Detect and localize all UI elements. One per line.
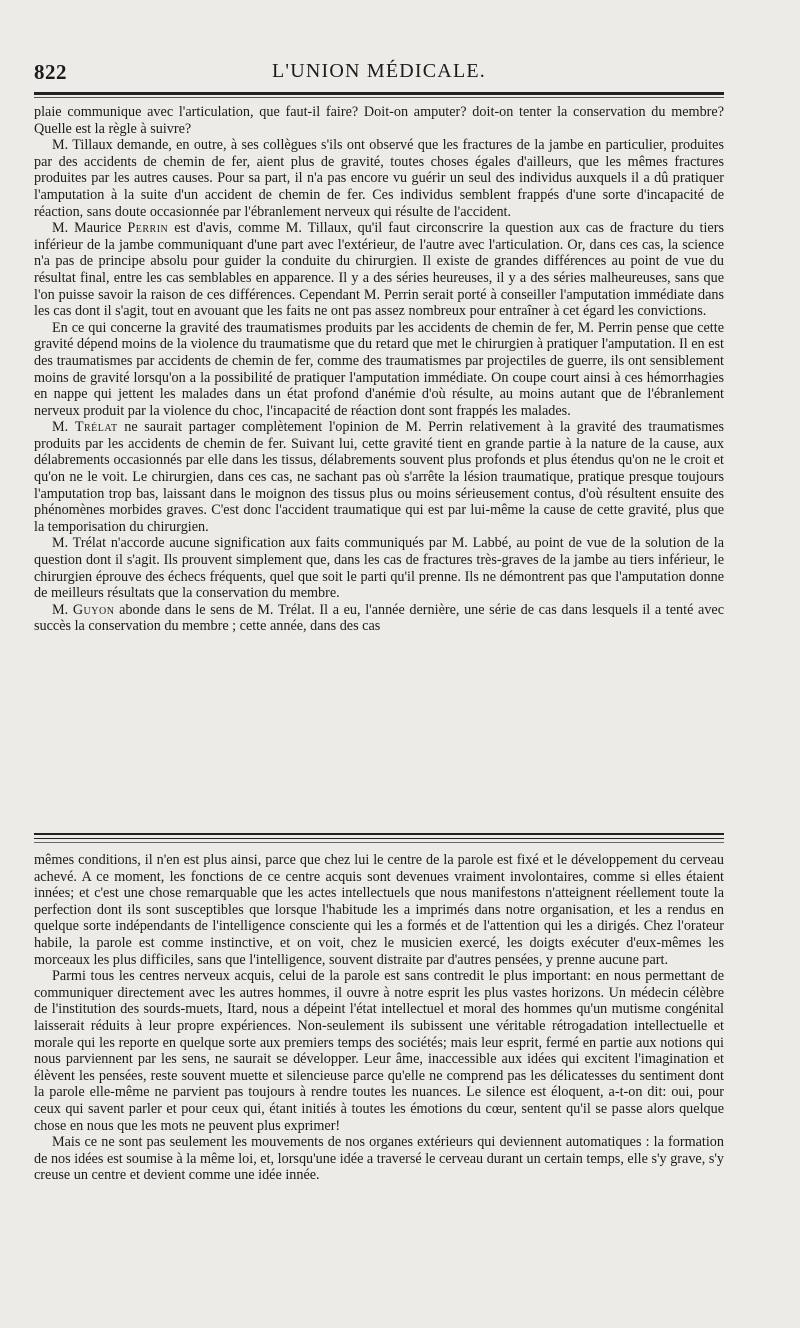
section-divider-thin [34, 838, 724, 839]
speaker-name: Trélat [74, 419, 118, 436]
paragraph: M. Trélat n'accorde aucune signification aux faits communiqués par M. Labbé, au point de vue de la solution de la question dont il s'agit. Ils prouvent simplement que, dans les cas de fractures très-graves de la jambe au tiers inférieur, le chirurgien éprouve des échecs fréquents, quel que soit le parti qu'il prenne. Ils ne démontrent pas que l'amputation donne de meilleurs résultats que la conservation du membre. [34, 535, 724, 602]
header-rule-thin [34, 97, 724, 98]
paragraph: M. Maurice Perrin est d'avis, comme M. Tillaux, qu'il faut circonscrire la question aux cas de fracture du tiers inférieur de la jambe communiquant d'une part avec l'extérieur, de l'autre avec l'articulation. Or, dans ces cas, la science n'a pas de principe absolu pour guider la conduite du chirurgien. Il existe de grandes différences au point de vue du résultat final, entre les cas semblables en apparence. Il y a des séries heureuses, il y a des séries malheureuses, sans que l'on puisse savoir la raison de ces différences. Cependant M. Perrin serait porté à conseiller l'amputation immédiate dans les cas dont il s'agit, tout en avouant que les faits ne ont pas assez nombreux pour entraîner à cet égard les convictions. [34, 220, 724, 320]
section-divider-thin [34, 842, 724, 843]
paragraph: M. Trélat ne saurait partager complètement l'opinion de M. Perrin relativement à la gravité des traumatismes produits par les accidents de chemin de fer. Suivant lui, cette gravité tient en grande partie à la nature de la cause, aux délabrements occasionnés par elle dans les tissus, délabrements souvent plus profonds et plus étendus qu'on ne le croit et qu'on ne le voit. Le chirurgien, dans ces cas, ne sachant pas où s'arrête la lésion traumatique, pratique presque toujours l'amputation trop bas, laissant dans le moignon des tissus plus ou moins sérieusement contus, d'où résultent ensuite des phénomènes morbides graves. C'est donc l'accident traumatique qui est par lui-même la cause de cette gravité, plus que la temporisation du chirurgien. [34, 419, 724, 535]
paragraph: mêmes conditions, il n'en est plus ainsi, parce que chez lui le centre de la parole est fixé et le développement du cerveau achevé. A ce moment, les fonctions de ce centre acquis sont devenues vraiment involontaires, comme si elles étaient innées; et c'est une chose remarquable que les actes intellectuels que nous manifestons n'atteignent réellement toute la perfection dont ils sont susceptibles que lorsque l'habitude les a imprimés dans notre organisation, et les a rendus en quelque sorte indépendants de l'intelligence consciente qui les a formés et de l'attention qui les a dirigés. Chez l'orateur habile, la parole est comme instinctive, et on voit, chez le musicien exercé, les doigts exécuter d'eux-mêmes les morceaux les plus difficiles, sans que l'intelligence, souvent distraite par d'autres pensées, y prenne aucune part. [34, 852, 724, 968]
feuilleton-section [34, 852, 724, 1184]
speaker-name: Guyon [72, 601, 115, 618]
journal-title: L'UNION MÉDICALE. [272, 60, 486, 82]
page-header [34, 60, 724, 90]
paragraph: En ce qui concerne la gravité des traumatismes produits par les accidents de chemin de fer, M. Perrin pense que cette gravité dépend moins de la violence du traumatisme que du retard que met le chirurgien à pratiquer l'amputation. Il en est des traumatismes par accidents de chemin de fer, comme des traumatismes par projectiles de guerre, ils ont sensiblement moins de gravité lorsqu'on a la possibilité de pratiquer l'amputation immédiate. On coupe court ainsi à ces hémorrhagies en nappe qui jettent les malades dans un état profond d'anémie d'où résulte, au moins autant que de l'ébranlement nerveux produit par la violence du choc, l'incapacité de réaction dont sont frappés les malades. [34, 319, 724, 419]
speaker-name: Perrin [127, 220, 169, 237]
society-report-section [34, 104, 724, 635]
section-divider [34, 833, 724, 835]
paragraph: plaie communique avec l'articulation, que faut-il faire? Doit-on amputer? doit-on tenter la conservation du membre? Quelle est la règle à suivre? [34, 104, 724, 137]
paragraph: Parmi tous les centres nerveux acquis, celui de la parole est sans contredit le plus important: en nous permettant de communiquer directement avec les autres hommes, il ouvre à notre esprit les plus vastes horizons. Un médecin célèbre de l'institution des sourds-muets, Itard, nous a dépeint l'état intellectuel et moral des hommes qu'un mutisme congénital laisserait réduits à leur propre expériences. Non-seulement ils subissent une véritable rétrogadation intellectuelle et morale qui les reporte en quelque sorte aux premiers temps des sociétés; mais leur esprit, fermé en partie aux notions qui nous parviennent par les sens, ne saurait se développer. Leur âme, inaccessible aux idées qui excitent l'imagination et élèvent les pensées, reste souvent muette et silencieuse parce qu'elle ne comprend pas les délicatesses du sentiment dont la parole elle-même ne parvient pas toujours à rendre toutes les nuances. Le silence est éloquent, a-t-on dit: oui, pour ceux qui savent parler et pour ceux qui, étant initiés à toutes les émotions du cœur, sentent qu'il se passe alors quelque chose en nous que les mots ne peuvent plus exprimer! [34, 968, 724, 1134]
paragraph: Mais ce ne sont pas seulement les mouvements de nos organes extérieurs qui deviennent automatiques : la formation de nos idées est soumise à la même loi, et, lorsqu'une idée a traversé le cerveau durant un certain temps, elle s'y grave, s'y creuse un centre et devient comme une idée innée. [34, 1134, 724, 1184]
page-number: 822 [34, 60, 67, 84]
header-rule [34, 92, 724, 95]
paragraph: M. Guyon abonde dans le sens de M. Trélat. Il a eu, l'année dernière, une série de cas dans lesquels il a tenté avec succès la conservation du membre ; cette année, dans des cas [34, 601, 725, 635]
paragraph: M. Tillaux demande, en outre, à ses collègues s'ils ont observé que les fractures de la jambe en particulier, produites par des accidents de chemin de fer, aient plus de gravité, toutes choses égales d'ailleurs, que les mêmes fractures produites par les autres causes. Pour sa part, il n'a pas encore vu guérir un seul des individus auxquels il a dû pratiquer l'amputation à la suite d'un accident de chemin de fer. Ces individus semblent frappés d'une sorte d'incapacité de réaction, sans doute occasionnée par l'ébranlement nerveux qui résulte de l'accident. [34, 137, 724, 220]
